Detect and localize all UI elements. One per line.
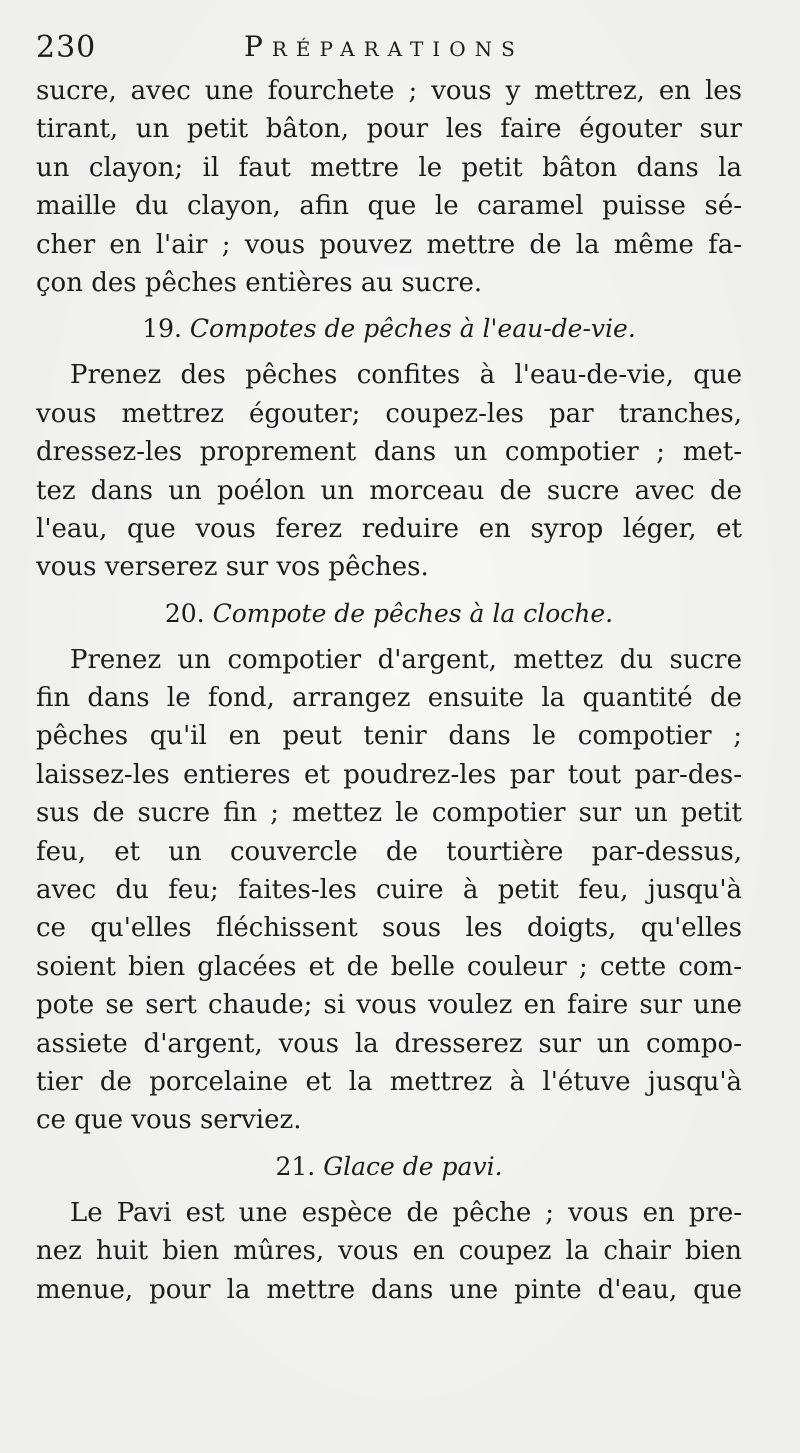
recipe-heading-21 (36, 1140, 742, 1194)
text-line: Prenez un compotier d'argent, mettez du sucre (70, 644, 742, 675)
text-line: ce qu'elles fléchissent sous les doigts, qu'elles (36, 913, 742, 944)
text-line: vous mettrez égouter; coupez-les par tranches, (36, 398, 742, 429)
text-line: feu, et un couvercle de tourtière par-dessus, (36, 836, 742, 867)
text-line: tirant, un petit bâton, pour les faire égouter sur (36, 114, 742, 145)
text-line: pote se sert chaude; si vous voulez en faire sur une (36, 990, 742, 1021)
recipe-number: 21. (275, 1151, 316, 1181)
recipe-title: Compotes de pêches à l'eau-de-vie. (189, 314, 636, 344)
text-line: tier de porcelaine et la mettrez à l'étuve jusqu'à (36, 1066, 742, 1097)
text-line: fin dans le fond, arrangez ensuite la quantité de (36, 683, 742, 714)
text-line: dressez-les proprement dans un compotier ; met- (36, 437, 742, 468)
text-line: assiete d'argent, vous la dresserez sur un compo- (36, 1028, 742, 1059)
recipe-title: Compote de pêches à la cloche. (212, 598, 614, 628)
text-line: menue, pour la mettre dans une pinte d'eau, que (36, 1274, 742, 1305)
text-line: sucre, avec une fourchete ; vous y mettrez, en les (36, 76, 742, 106)
recipe-number: 19. (142, 314, 182, 344)
recipe-number: 20. (164, 598, 205, 628)
paragraph-compote-eau-de-vie (36, 356, 742, 586)
text-line: laissez-les entieres et poudrez-les par tout par-des- (36, 759, 742, 790)
text-line: sus de sucre fin ; mettez le compotier sur un petit (36, 798, 742, 829)
text-line: Le Pavi est une espèce de pêche ; vous en pre- (70, 1197, 742, 1228)
text-line: l'eau, que vous ferez reduire en syrop léger, et (36, 513, 742, 544)
text-line: soient bien glacées et de belle couleur ; cette com- (36, 951, 742, 982)
paragraph-compote-cloche (36, 641, 742, 1140)
text-line: un clayon; il faut mettre le petit bâton dans la (36, 152, 742, 183)
text-line: avec du feu; faites-les cuire à petit feu, jusqu'à (36, 875, 742, 906)
paragraph-glace-de-pavi (36, 1194, 742, 1309)
text-line: Prenez des pêches confites à l'eau-de-vie, que (70, 360, 742, 391)
recipe-heading-19 (36, 302, 742, 356)
text-line: vous verserez sur vos pêches. (36, 552, 429, 583)
recipe-heading-20 (36, 587, 742, 641)
text-line: nez huit bien mûres, vous en coupez la chair bien (36, 1236, 742, 1267)
page-header (36, 26, 736, 70)
text-line: pêches qu'il en peut tenir dans le compotier ; (36, 721, 742, 752)
recipe-title: Glace de pavi. (323, 1151, 503, 1181)
text-line: çon des pêches entières au sucre. (36, 267, 483, 298)
text-line: maille du clayon, afin que le caramel puisse sé- (36, 191, 742, 222)
page-body (36, 72, 742, 1309)
text-line: ce que vous serviez. (36, 1105, 302, 1136)
text-line: tez dans un poélon un morceau de sucre avec de (36, 475, 742, 506)
paragraph-caramel-continuation (36, 72, 742, 302)
running-title: Préparations (244, 30, 524, 63)
text-line: cher en l'air ; vous pouvez mettre de la même fa- (36, 229, 742, 260)
page-number: 230 (36, 30, 97, 65)
